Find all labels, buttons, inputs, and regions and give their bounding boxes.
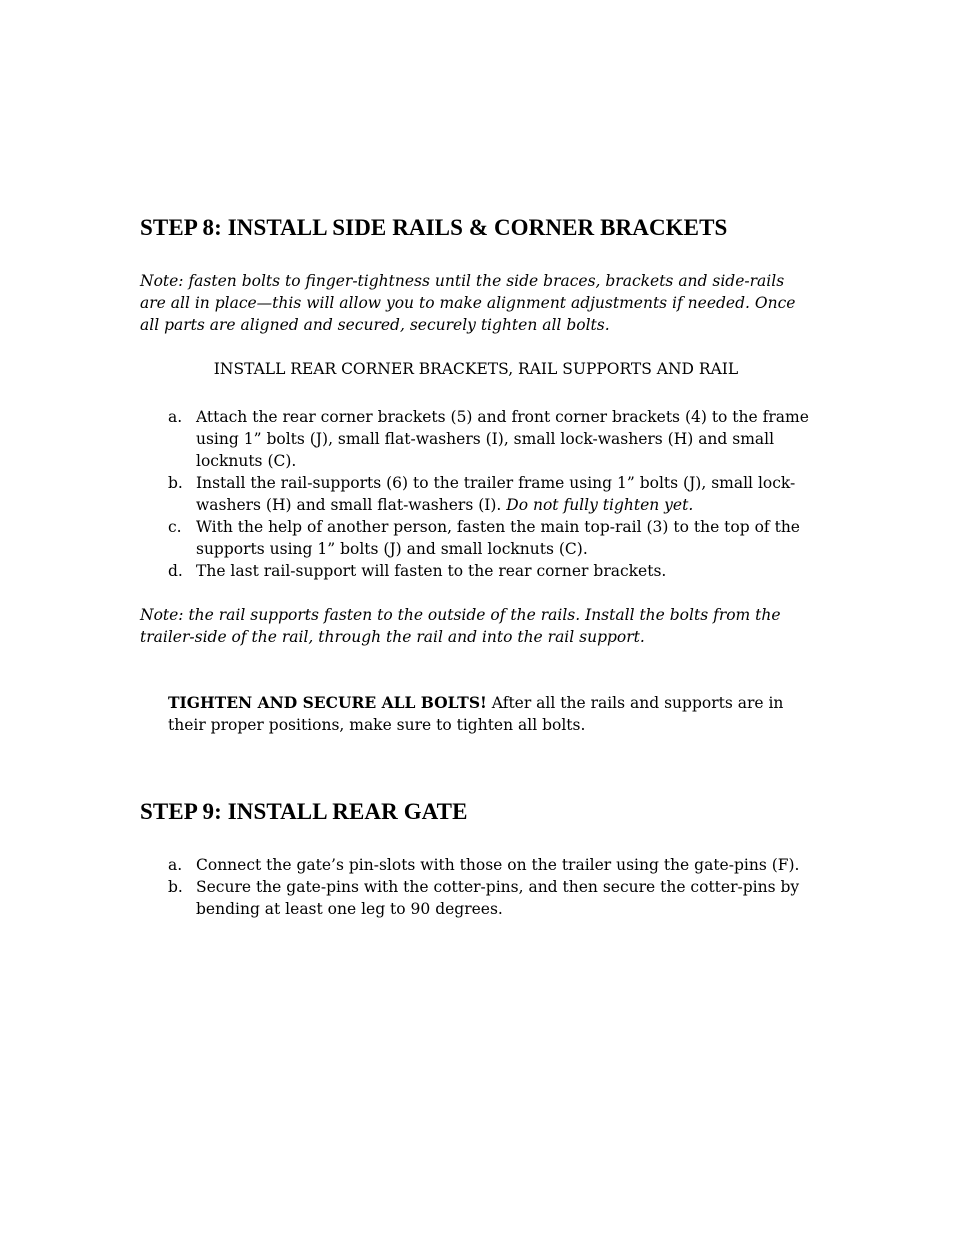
step-8-heading: STEP 8: INSTALL SIDE RAILS & CORNER BRACKETS	[140, 215, 728, 240]
list-item-text: Secure the gate-pins with the cotter-pins, and then secure the cotter-pins by bending at least one leg to 90 degrees.	[196, 878, 800, 918]
list-item-text: With the help of another person, fasten the main top-rail (3) to the top of the supports using 1” bolts (J) and small locknuts (C).	[196, 518, 800, 558]
list-item-text: The last rail-support will fasten to the rear corner brackets.	[196, 562, 667, 580]
list-marker: a.	[168, 856, 183, 874]
step-8-rail-support-note: Note: the rail supports fasten to the outside of the rails. Install the bolts from the trailer-side of the rail, through the rail and into the rail support.	[140, 606, 781, 646]
step-8-subheading: INSTALL REAR CORNER BRACKETS, RAIL SUPPORTS AND RAIL	[213, 360, 739, 378]
step-8-item-c	[168, 516, 813, 560]
step-8-item-d	[168, 560, 813, 582]
step-9-item-b	[168, 876, 813, 920]
list-marker: a.	[168, 408, 183, 426]
list-marker: b.	[168, 474, 183, 492]
tighten-bolts-paragraph	[168, 692, 813, 736]
step-8-instruction-list	[168, 406, 813, 582]
list-item-text: Install the rail-supports (6) to the trailer frame using 1” bolts (J), small lock-washers (H) and small flat-washers (I).	[196, 474, 796, 514]
list-marker: d.	[168, 562, 183, 580]
list-item-text: Connect the gate’s pin-slots with those on the trailer using the gate-pins (F).	[196, 856, 800, 874]
list-item-caution: Do not fully tighten yet.	[506, 496, 694, 514]
step-8-item-b	[168, 472, 813, 516]
step-8-alignment-note: Note: fasten bolts to finger-tightness until the side braces, brackets and side-rails are all in place—this will allow you to make alignment adjustments if needed. Once all parts are aligned and secured, securely tighten all bolts.	[140, 272, 796, 334]
list-item-text: Attach the rear corner brackets (5) and front corner brackets (4) to the frame using 1” bolts (J), small flat-washers (I), small lock-washers (H) and small locknuts (C).	[196, 408, 809, 470]
step-9-heading: STEP 9: INSTALL REAR GATE	[140, 799, 468, 824]
step-8-item-a	[168, 406, 813, 472]
tighten-bolts-warning: TIGHTEN AND SECURE ALL BOLTS!	[168, 693, 487, 712]
tighten-bolts-text: After all the rails and supports are in their proper positions, make sure to tighten all bolts.	[168, 694, 784, 734]
list-marker: b.	[168, 878, 183, 896]
step-9-instruction-list	[168, 854, 813, 920]
list-marker: c.	[168, 518, 182, 536]
step-9-item-a	[168, 854, 813, 876]
